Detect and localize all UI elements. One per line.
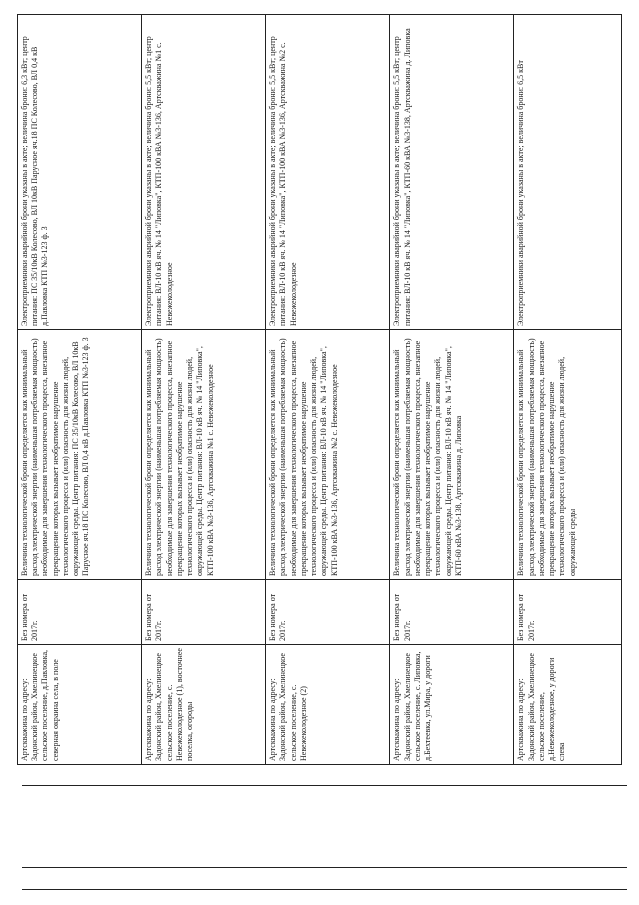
table-row bbox=[142, 15, 266, 765]
act-summary-cell: Электроприемники аварийной брони указаны в акте; величина брони: 6,3 кВт; центр питания: ПС 35/10кВ Колесово, ВЛ 10кВ Парусное яч.18 ПС Колесово, ВЛ 0,4 кВ д.Павловка КТП №3-123 ф. 3 bbox=[18, 15, 142, 330]
divider-line bbox=[22, 785, 627, 786]
description-cell: Величина технологической брони определяется как минимальный расход электрической энергии (наименьшая потребляемая мощность) необходимые для завершения технологического процесса, внезапное прекращение которых вызывает необратимое нарушение технологического процесса и (или) опасность для жизни людей, окружающей среды bbox=[514, 330, 622, 580]
act-number-cell: Без номера от 2017г. bbox=[514, 580, 622, 645]
table-row bbox=[390, 15, 514, 765]
location-cell: Артскважина по адресу: Задонский район, Хмелинецкое сельское поселение, д.Невежеколодезное, у дороги слева bbox=[514, 645, 622, 765]
description-cell: Величина технологической брони определяется как минимальный расход электрической энергии (наименьшая потребляемая мощность) необходимые для завершения технологического процесса, внезапное прекращение которых вызывает необратимое нарушение технологического процесса и (или) опасность для жизни людей, окружающей среды. Центр питания: ВЛ-10 кВ яч. № 14 "Липовка", КТП-100 кВА №3-136, Артскважина №1 с. Невежеколодезное bbox=[142, 330, 266, 580]
location-cell: Артскважина по адресу: Задонский район, Хмелинецкое сельское поселение, д.Павловка, северная окраина села, в поле bbox=[18, 645, 142, 765]
act-number-cell: Без номера от 2017г. bbox=[142, 580, 266, 645]
act-summary-cell: Электроприемники аварийной брони указаны в акте; величина брони: 5,5 кВт; центр питания: ВЛ-10 кВ яч. № 14 "Липовка", КТП-60 кВА №3-138, Артскважина д. Липовка bbox=[390, 15, 514, 330]
act-number-cell: Без номера от 2017г. bbox=[390, 580, 514, 645]
location-cell: Артскважина по адресу: Задонский район, Хмелинецкое сельское поселение, с. Невежеколодезное (2) bbox=[266, 645, 390, 765]
backup-power-table bbox=[17, 14, 622, 765]
table-row bbox=[18, 15, 142, 765]
description-cell: Величина технологической брони определяется как минимальный расход электрической энергии (наименьшая потребляемая мощность) необходимые для завершения технологического процесса, внезапное прекращение которых вызывает необратимое нарушение технологического процесса и (или) опасность для жизни людей, окружающей среды. Центр питания: ВЛ-10 кВ яч. № 14 "Липовка", КТП-100 кВА №3-136, Артскважина №2 с. Невежеколодезное bbox=[266, 330, 390, 580]
table-row bbox=[514, 15, 622, 765]
location-cell: Артскважина по адресу: Задонский район, Хмелинецкое сельское поселение, с. Липовка, д.Бехтеевка, ул.Мира, у дороги bbox=[390, 645, 514, 765]
divider-line bbox=[22, 889, 627, 890]
divider-line bbox=[22, 867, 627, 868]
act-number-cell: Без номера от 2017г. bbox=[18, 580, 142, 645]
description-cell: Величина технологической брони определяется как минимальный расход электрической энергии (наименьшая потребляемая мощность) необходимые для завершения технологического процесса, внезапное прекращение которых вызывает необратимое нарушение технологического процесса и (или) опасность для жизни людей, окружающей среды. Центр питания: ВЛ-10 кВ яч. № 14 "Липовка", КТП-60 кВА №3-138, Артскважина д. Липовка bbox=[390, 330, 514, 580]
description-cell: Величина технологической брони определяется как минимальный расход электрической энергии (наименьшая потребляемая мощность) необходимые для завершения технологического процесса, внезапное прекращение которых вызывает необратимое нарушение технологического процесса и (или) опасность для жизни людей, окружающей среды. Центр питания: ПС 35/10кВ Колесово, ВЛ 10кВ Парусное яч.18 ПС Колесово, ВЛ 0,4 кВ д.Павловка КТП №3-123 ф. 3 bbox=[18, 330, 142, 580]
act-summary-cell: Электроприемники аварийной брони указаны в акте; величина брони: 6,5 кВт bbox=[514, 15, 622, 330]
act-summary-cell: Электроприемники аварийной брони указаны в акте; величина брони: 5,5 кВт; центр питания: ВЛ-10 кВ яч. № 14 "Липовка", КТП-100 кВА №3-136, Артскважина №1 с. Невежеколодезное bbox=[142, 15, 266, 330]
location-cell: Артскважина по адресу: Задонский район, Хмелинецкое сельское поселение, с. Невежеколодезное (1), восточнее поселка, огороды bbox=[142, 645, 266, 765]
act-summary-cell: Электроприемники аварийной брони указаны в акте; величина брони: 5,5 кВт; центр питания: ВЛ-10 кВ яч. № 14 "Липовка", КТП-100 кВА №3-136, Артскважина №2 с. Невежеколодезное bbox=[266, 15, 390, 330]
act-number-cell: Без номера от 2017г. bbox=[266, 580, 390, 645]
table-row bbox=[266, 15, 390, 765]
